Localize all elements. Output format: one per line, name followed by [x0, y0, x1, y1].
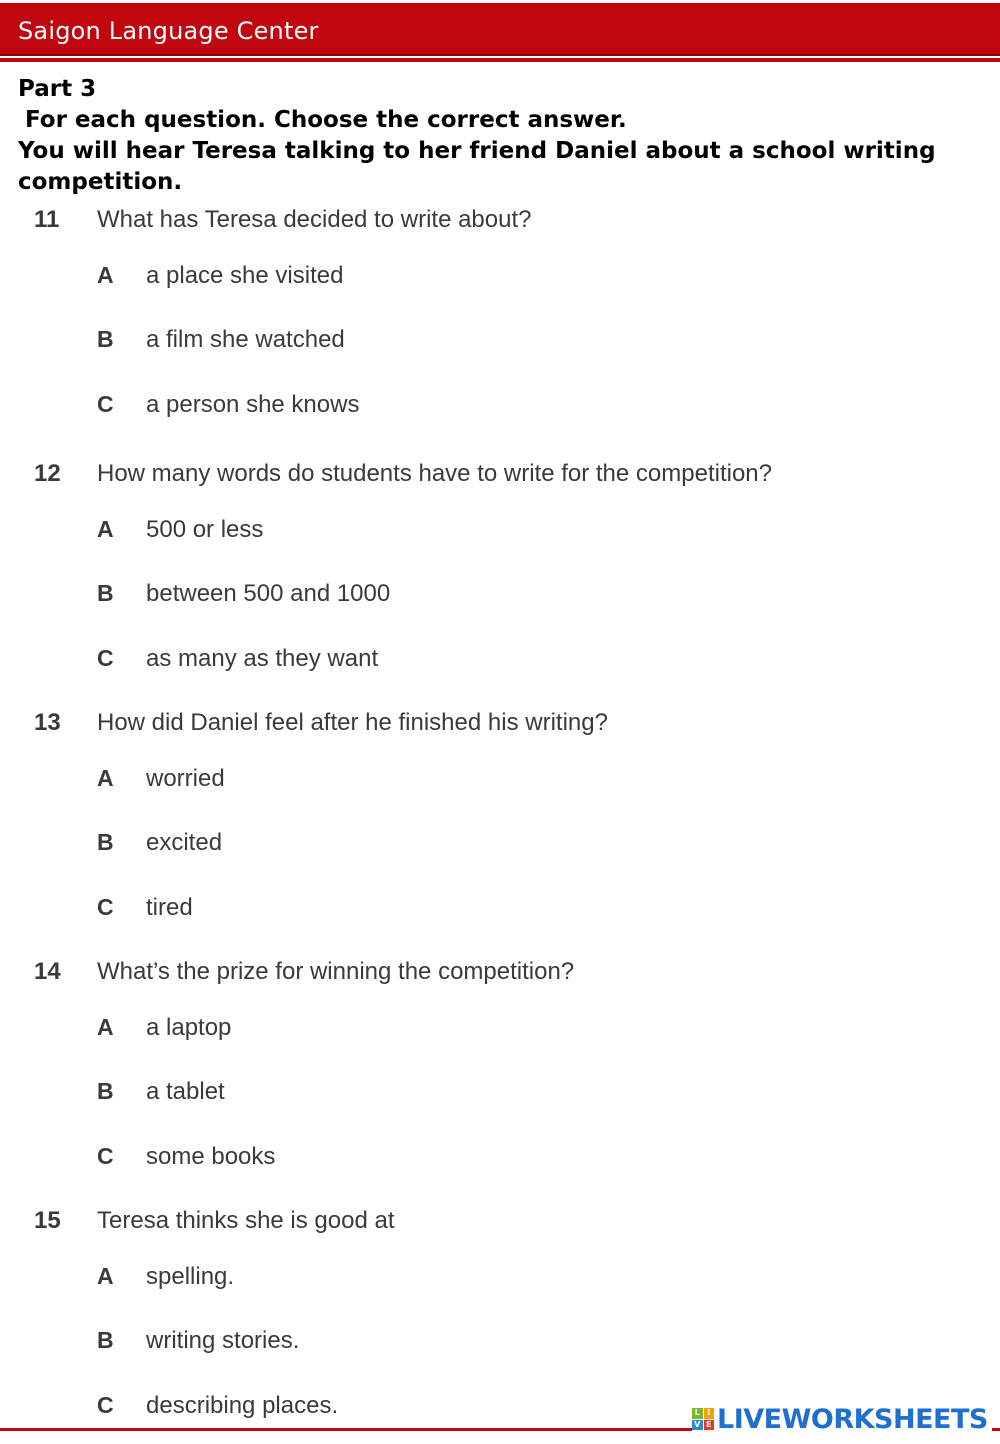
question-text: What has Teresa decided to write about?: [97, 206, 532, 233]
question-13: [34, 709, 964, 921]
option-text: a tablet: [146, 1078, 225, 1105]
option-a[interactable]: [34, 765, 834, 795]
option-b[interactable]: [34, 580, 834, 610]
question-text: Teresa thinks she is good at: [97, 1207, 395, 1234]
instruction-text: For each question. Choose the correct answer.: [25, 107, 627, 133]
option-text: a laptop: [146, 1014, 232, 1041]
option-c[interactable]: [34, 391, 834, 421]
option-letter: B: [97, 1327, 114, 1353]
question-row: [34, 1207, 964, 1237]
option-text: a person she knows: [146, 391, 360, 418]
question-text: What’s the prize for winning the competition?: [97, 958, 575, 985]
option-letter: B: [97, 580, 114, 606]
option-letter: C: [97, 894, 114, 920]
option-text: writing stories.: [146, 1327, 300, 1354]
option-letter: C: [97, 645, 114, 671]
option-b[interactable]: [34, 326, 834, 356]
option-b[interactable]: [34, 1078, 834, 1108]
option-letter: C: [97, 391, 114, 417]
question-number: 12: [34, 460, 61, 487]
option-c[interactable]: [34, 645, 834, 675]
option-letter: C: [97, 1143, 114, 1169]
option-a[interactable]: [34, 1014, 834, 1044]
option-letter: A: [97, 516, 114, 542]
option-text: a film she watched: [146, 326, 345, 353]
option-a[interactable]: [34, 1263, 834, 1293]
option-letter: A: [97, 765, 114, 791]
option-c[interactable]: [34, 894, 834, 924]
question-text: How did Daniel feel after he finished his writing?: [97, 709, 608, 736]
liveworksheets-logo-text: LIVEWORKSHEETS: [717, 1403, 988, 1435]
question-row: [34, 709, 964, 739]
option-text: between 500 and 1000: [146, 580, 391, 607]
option-letter: A: [97, 1263, 114, 1289]
option-text: tired: [146, 894, 193, 921]
option-text: describing places.: [146, 1392, 339, 1419]
question-row: [34, 206, 964, 236]
intro-block: [18, 74, 978, 198]
question-number: 11: [34, 206, 60, 233]
question-row: [34, 958, 964, 988]
part-title: Part 3: [18, 76, 97, 102]
liveworksheets-logo-icon: L I V E: [692, 1408, 714, 1430]
liveworksheets-logo[interactable]: [692, 1404, 992, 1434]
question-11: [34, 206, 964, 418]
option-letter: B: [97, 1078, 114, 1104]
option-text: some books: [146, 1143, 276, 1170]
option-letter: C: [97, 1392, 114, 1418]
question-14: [34, 958, 964, 1170]
header-rule: [0, 58, 1000, 62]
option-text: excited: [146, 829, 223, 856]
context-text: You will hear Teresa talking to her friend Daniel about a school writing competition.: [18, 138, 936, 195]
option-text: a place she visited: [146, 262, 344, 289]
option-letter: A: [97, 1014, 114, 1040]
question-12: [34, 460, 964, 672]
question-number: 15: [34, 1207, 61, 1234]
option-b[interactable]: [34, 1327, 834, 1357]
option-text: as many as they want: [146, 645, 379, 672]
option-a[interactable]: [34, 516, 834, 546]
header-bar: [0, 3, 1000, 56]
question-row: [34, 460, 964, 490]
option-text: spelling.: [146, 1263, 235, 1290]
question-number: 14: [34, 958, 61, 985]
option-letter: B: [97, 326, 114, 352]
option-text: 500 or less: [146, 516, 264, 543]
question-text: How many words do students have to write for the competition?: [97, 460, 772, 487]
question-number: 13: [34, 709, 61, 736]
option-c[interactable]: [34, 1143, 834, 1173]
option-text: worried: [146, 765, 225, 792]
option-letter: B: [97, 829, 114, 855]
option-letter: A: [97, 262, 114, 288]
option-b[interactable]: [34, 829, 834, 859]
option-a[interactable]: [34, 262, 834, 292]
header-title: Saigon Language Center: [18, 17, 319, 45]
